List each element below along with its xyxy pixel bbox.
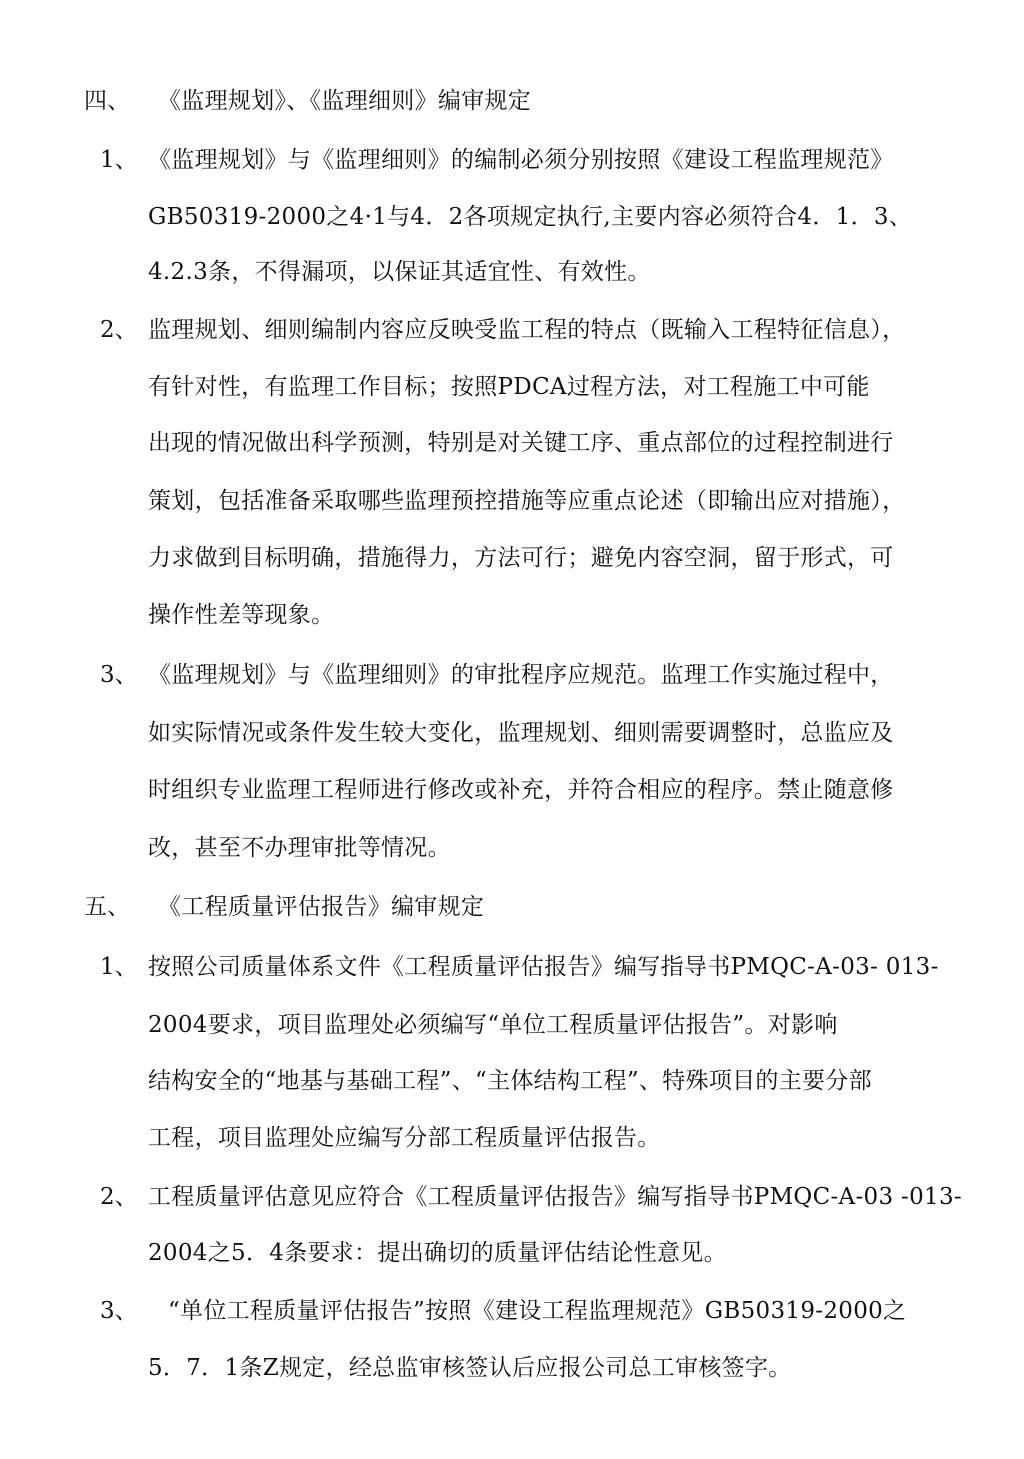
paragraph-line: 时组织专业监理工程师进行修改或补充，并符合相应的程序。禁止随意修 — [148, 777, 894, 803]
paragraph-line: 工程，项目监理处应编写分部工程质量评估报告。 — [148, 1125, 661, 1151]
paragraph-line: 5．7．1条Z规定，经总监审核签认后应报公司总工审核签字。 — [148, 1355, 792, 1381]
item-number: 3、 — [100, 662, 138, 688]
paragraph-line: 策划，包括准备采取哪些监理预控措施等应重点论述（即输出应对措施）， — [148, 488, 906, 514]
section-number: 四、 — [84, 88, 130, 114]
item-number: 1、 — [100, 954, 138, 980]
paragraph-line: 有针对性，有监理工作目标；按照PDCA过程方法，对工程施工中可能 — [148, 374, 870, 400]
item-number: 3、 — [100, 1298, 138, 1324]
item-number: 2、 — [100, 317, 138, 343]
paragraph-line: 2004之5．4条要求：提出确切的质量评估结论性意见。 — [148, 1240, 727, 1266]
section-heading: 《监理规划》、《监理细则》编审规定 — [158, 88, 532, 114]
paragraph-line: 改，甚至不办理审批等情况。 — [148, 835, 451, 861]
paragraph-line: 力求做到目标明确，措施得力，方法可行；避免内容空洞，留于形式，可 — [148, 545, 894, 571]
paragraph-line: 《监理规划》与《监理细则》的审批程序应规范。监理工作实施过程中， — [148, 662, 894, 688]
paragraph-line: 如实际情况或条件发生较大变化，监理规划、细则需要调整时，总监应及 — [148, 720, 894, 746]
paragraph-line: “单位工程质量评估报告”按照《建设工程监理规范》GB50319-2000之 — [168, 1298, 907, 1324]
paragraph-line: GB50319-2000之4·1与4．2各项规定执行,主要内容必须符合4．1．3、 — [148, 204, 913, 230]
section-heading: 《工程质量评估报告》编审规定 — [158, 894, 485, 920]
paragraph-line: 《监理规划》与《监理细则》的编制必须分别按照《建设工程监理规范》 — [148, 147, 894, 173]
paragraph-line: 监理规划、细则编制内容应反映受监工程的特点（既输入工程特征信息）， — [148, 317, 906, 343]
item-number: 1、 — [100, 147, 138, 173]
paragraph-line: 2004要求，项目监理处必须编写“单位工程质量评估报告”。对影响 — [148, 1012, 838, 1038]
item-number: 2、 — [100, 1184, 138, 1210]
paragraph-line: 4.2.3条，不得漏项，以保证其适宜性、有效性。 — [148, 259, 651, 285]
paragraph-line: 按照公司质量体系文件《工程质量评估报告》编写指导书PMQC-A-03- 013- — [148, 954, 939, 980]
paragraph-line: 操作性差等现象。 — [148, 602, 335, 628]
section-number: 五、 — [84, 894, 130, 920]
paragraph-line: 结构安全的“地基与基础工程”、“主体结构工程”、特殊项目的主要分部 — [148, 1068, 872, 1094]
paragraph-line: 工程质量评估意见应符合《工程质量评估报告》编写指导书PMQC-A-03 -013- — [148, 1184, 962, 1210]
paragraph-line: 出现的情况做出科学预测，特别是对关键工序、重点部位的过程控制进行 — [148, 430, 894, 456]
